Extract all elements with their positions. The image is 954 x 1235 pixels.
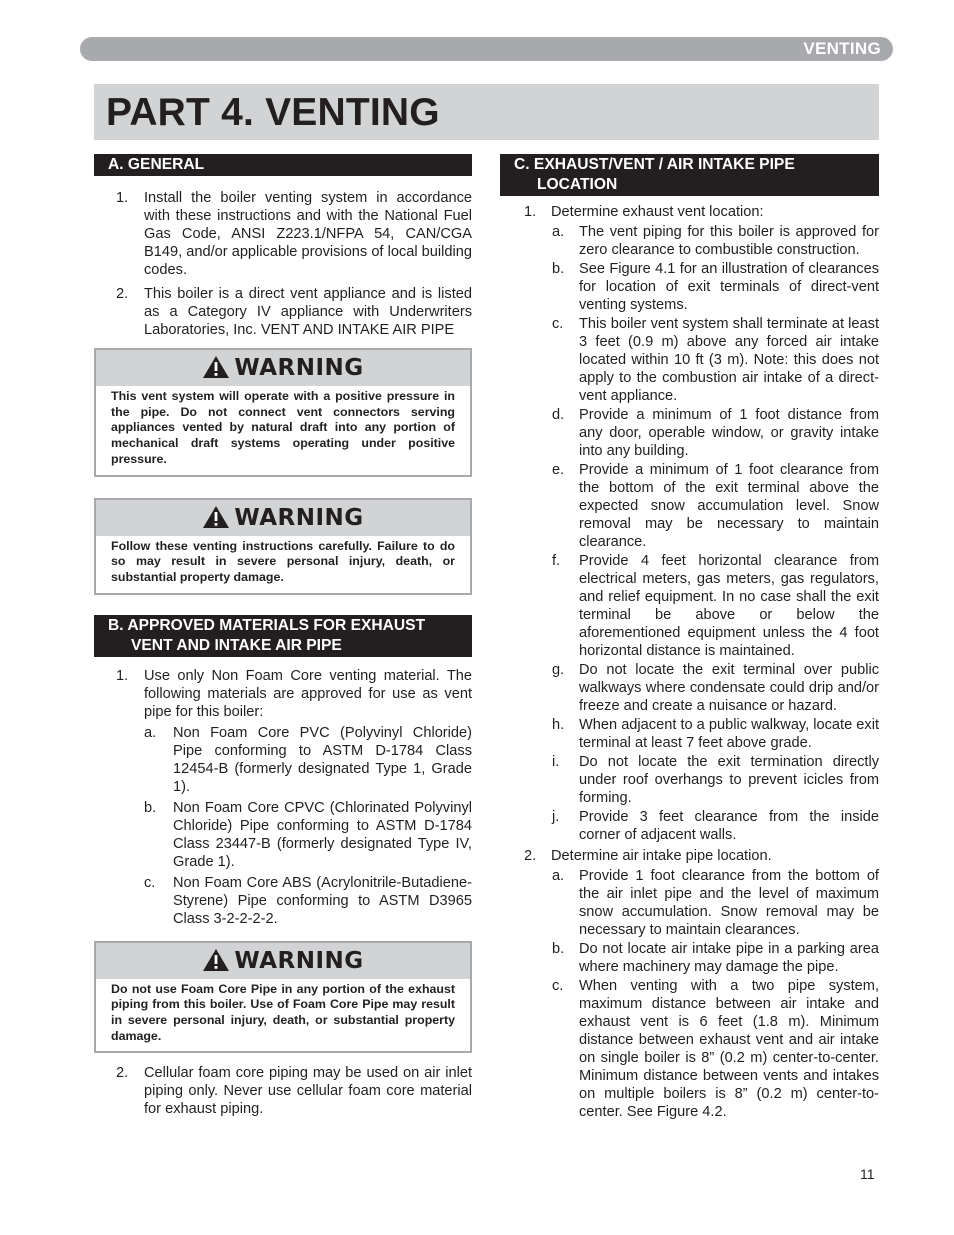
item-number: 2. bbox=[524, 848, 537, 864]
item-number: 1. bbox=[116, 190, 129, 206]
warning-header bbox=[96, 500, 470, 536]
sub-item-text: When venting with a two pipe system, maximum distance between air intake and exhaust vent is 6 feet (1.8 m). Minimum distance between exhaust vent and air intake on single boiler is 8” (0.2 m) center-to-center. Minimum distance between vents and intakes on multiple boilers is 8” (0.2 m) center-to-center. See Figure 4.2. bbox=[579, 978, 879, 1120]
sub-item-letter: e. bbox=[552, 462, 565, 478]
sub-item bbox=[500, 716, 879, 752]
item-number: 2. bbox=[116, 1065, 129, 1082]
sub-item-letter: c. bbox=[552, 316, 564, 332]
sub-item-text: This boiler vent system shall terminate at least 3 feet (0.9 m) above any forced air intake located within 10 ft (3 m). Note: this does not apply to the combustion air intake of a direct-vent appliance. bbox=[579, 316, 879, 404]
sub-item-letter: c. bbox=[552, 978, 564, 994]
sub-item bbox=[500, 977, 879, 1121]
sub-item-letter: b. bbox=[552, 261, 565, 277]
sub-item bbox=[94, 799, 472, 871]
sub-item bbox=[500, 552, 879, 660]
sub-item bbox=[500, 315, 879, 405]
sub-item bbox=[500, 753, 879, 807]
warning-title: WARNING bbox=[234, 947, 364, 974]
sub-item-text: Provide 1 foot clearance from the bottom of the air inlet pipe and the level of maximum snow accumulation. Snow removal may be necessary to maintain clearances. bbox=[579, 868, 879, 938]
sub-item bbox=[500, 461, 879, 551]
sub-item bbox=[500, 867, 879, 939]
warning-box bbox=[94, 941, 472, 1054]
sub-item-text: Provide 4 feet horizontal clearance from electrical meters, gas meters, gas regulators, and relief equipment. In no case shall the exit terminal be above or below the aforementioned equipment unless the 4 foot horizontal distance is maintained. bbox=[579, 553, 879, 659]
sub-item-text: Provide a minimum of 1 foot distance from any door, operable window, or gravity intake into any building. bbox=[579, 407, 879, 459]
list-item bbox=[500, 847, 879, 865]
sub-item bbox=[500, 661, 879, 715]
left-column bbox=[94, 154, 472, 1118]
sub-item bbox=[500, 406, 879, 460]
sub-item-text: When adjacent to a public walkway, locate exit terminal at least 7 feet above grade. bbox=[579, 717, 879, 751]
item-number: 2. bbox=[116, 286, 129, 302]
warning-text: Follow these venting instructions carefully. Failure to do so may result in severe personal injury, death, or substantial property damage. bbox=[111, 538, 455, 584]
warning-box bbox=[94, 498, 472, 595]
sub-item-letter: b. bbox=[552, 941, 565, 957]
sub-item-letter: f. bbox=[552, 553, 561, 569]
sub-item bbox=[500, 223, 879, 259]
sub-item-letter: h. bbox=[552, 717, 565, 733]
section-header-bar bbox=[80, 37, 893, 61]
sub-item bbox=[500, 808, 879, 844]
warning-text: This vent system will operate with a positive pressure in the pipe. Do not connect vent connectors serving appliances vented by natural draft into any portion of mechanical draft systems operating under positive pressure. bbox=[111, 389, 455, 466]
list-item bbox=[94, 1064, 472, 1118]
section-heading-general: A. GENERAL bbox=[94, 154, 472, 176]
list-item bbox=[94, 667, 472, 721]
page-number: 11 bbox=[860, 1166, 875, 1182]
warning-triangle-icon bbox=[202, 948, 230, 972]
item-text: Cellular foam core piping may be used on air inlet piping only. Never use cellular foam core material for exhaust piping. bbox=[144, 1065, 472, 1118]
warning-box bbox=[94, 348, 472, 477]
sub-item bbox=[94, 874, 472, 928]
item-text: Determine exhaust vent location: bbox=[551, 204, 764, 220]
item-number: 1. bbox=[524, 204, 537, 220]
sub-item-text: See Figure 4.1 for an illustration of clearances for location of exit terminals of direct-vent venting systems. bbox=[579, 261, 879, 313]
sub-item-text: Non Foam Core ABS (Acrylonitrile-Butadiene- Styrene) Pipe conforming to ASTM D3965 Class 3-2-2-2-2. bbox=[173, 874, 472, 927]
right-column bbox=[500, 154, 879, 1122]
sub-item-letter: j. bbox=[552, 809, 560, 825]
sub-item-text: Provide a minimum of 1 foot clearance from the bottom of the exit terminal above the expected snow accumulation level. Snow removal may be necessary to maintain clearance. bbox=[579, 462, 879, 550]
warning-header bbox=[96, 943, 470, 979]
item-text: Determine air intake pipe location. bbox=[551, 848, 772, 864]
warning-title: WARNING bbox=[234, 355, 364, 381]
item-number: 1. bbox=[116, 667, 129, 684]
list-item bbox=[500, 203, 879, 221]
sub-item-letter: a. bbox=[552, 868, 565, 884]
sub-item-letter: a. bbox=[552, 224, 565, 240]
warning-triangle-icon bbox=[202, 355, 230, 379]
section-label: VENTING bbox=[803, 39, 881, 58]
sub-item-text: Non Foam Core PVC (Polyvinyl Chloride) Pipe conforming to ASTM D-1784 Class 12454-B (formerly designated Type 1, Grade 1). bbox=[173, 724, 472, 795]
sub-item-text: Do not locate the exit terminal over public walkways where condensate could drip and/or freeze and create a nuisance or hazard. bbox=[579, 662, 879, 714]
sub-item-text: Provide 3 feet clearance from the inside corner of adjacent walls. bbox=[579, 809, 879, 843]
item-text: Use only Non Foam Core venting material. The following materials are approved for use as vent pipe for this boiler: bbox=[144, 667, 472, 720]
sub-item-text: Do not locate air intake pipe in a parking area where machinery may damage the pipe. bbox=[579, 941, 879, 975]
section-heading-location: C. EXHAUST/VENT / AIR INTAKE PIPE LOCATION bbox=[500, 154, 879, 196]
warning-header bbox=[96, 350, 470, 386]
sub-item-letter: i. bbox=[552, 754, 560, 770]
list-item bbox=[94, 189, 472, 279]
sub-item-letter: b. bbox=[144, 799, 157, 816]
warning-title: WARNING bbox=[234, 504, 364, 531]
warning-triangle-icon bbox=[202, 505, 230, 529]
sub-item-letter: d. bbox=[552, 407, 565, 423]
section-heading-materials: B. APPROVED MATERIALS FOR EXHAUST VENT AND INTAKE AIR PIPE bbox=[94, 615, 472, 657]
sub-item-letter: a. bbox=[144, 724, 157, 741]
sub-item bbox=[500, 260, 879, 314]
page-title: PART 4. VENTING bbox=[106, 91, 440, 134]
warning-text: Do not use Foam Core Pipe in any portion of the exhaust piping from this boiler. Use of Foam Core Pipe may result in severe personal injury, death, or substantial property damage. bbox=[111, 981, 455, 1043]
list-item bbox=[94, 285, 472, 339]
sub-item-text: Non Foam Core CPVC (Chlorinated Polyvinyl Chloride) Pipe conforming to ASTM D-1784 Class 23447-B (formerly designated Type IV, Grade 1). bbox=[173, 799, 472, 870]
sub-item-text: Do not locate the exit termination directly under roof overhangs to prevent icicles from forming. bbox=[579, 754, 879, 806]
sub-item bbox=[500, 940, 879, 976]
sub-item-letter: c. bbox=[144, 874, 156, 891]
sub-item bbox=[94, 724, 472, 796]
sub-item-text: The vent piping for this boiler is approved for zero clearance to combustible construction. bbox=[579, 224, 879, 258]
sub-item-letter: g. bbox=[552, 662, 565, 678]
item-text: Install the boiler venting system in accordance with these instructions and with the National Fuel Gas Code, ANSI Z223.1/NFPA 54, CAN/CGA B149, and/or applicable provisions of local building codes. bbox=[144, 190, 472, 278]
item-text: This boiler is a direct vent appliance and is listed as a Category IV appliance with Underwriters Laboratories, Inc. VENT AND INTAKE AIR PIPE bbox=[144, 286, 472, 338]
page-title-box bbox=[94, 84, 879, 140]
